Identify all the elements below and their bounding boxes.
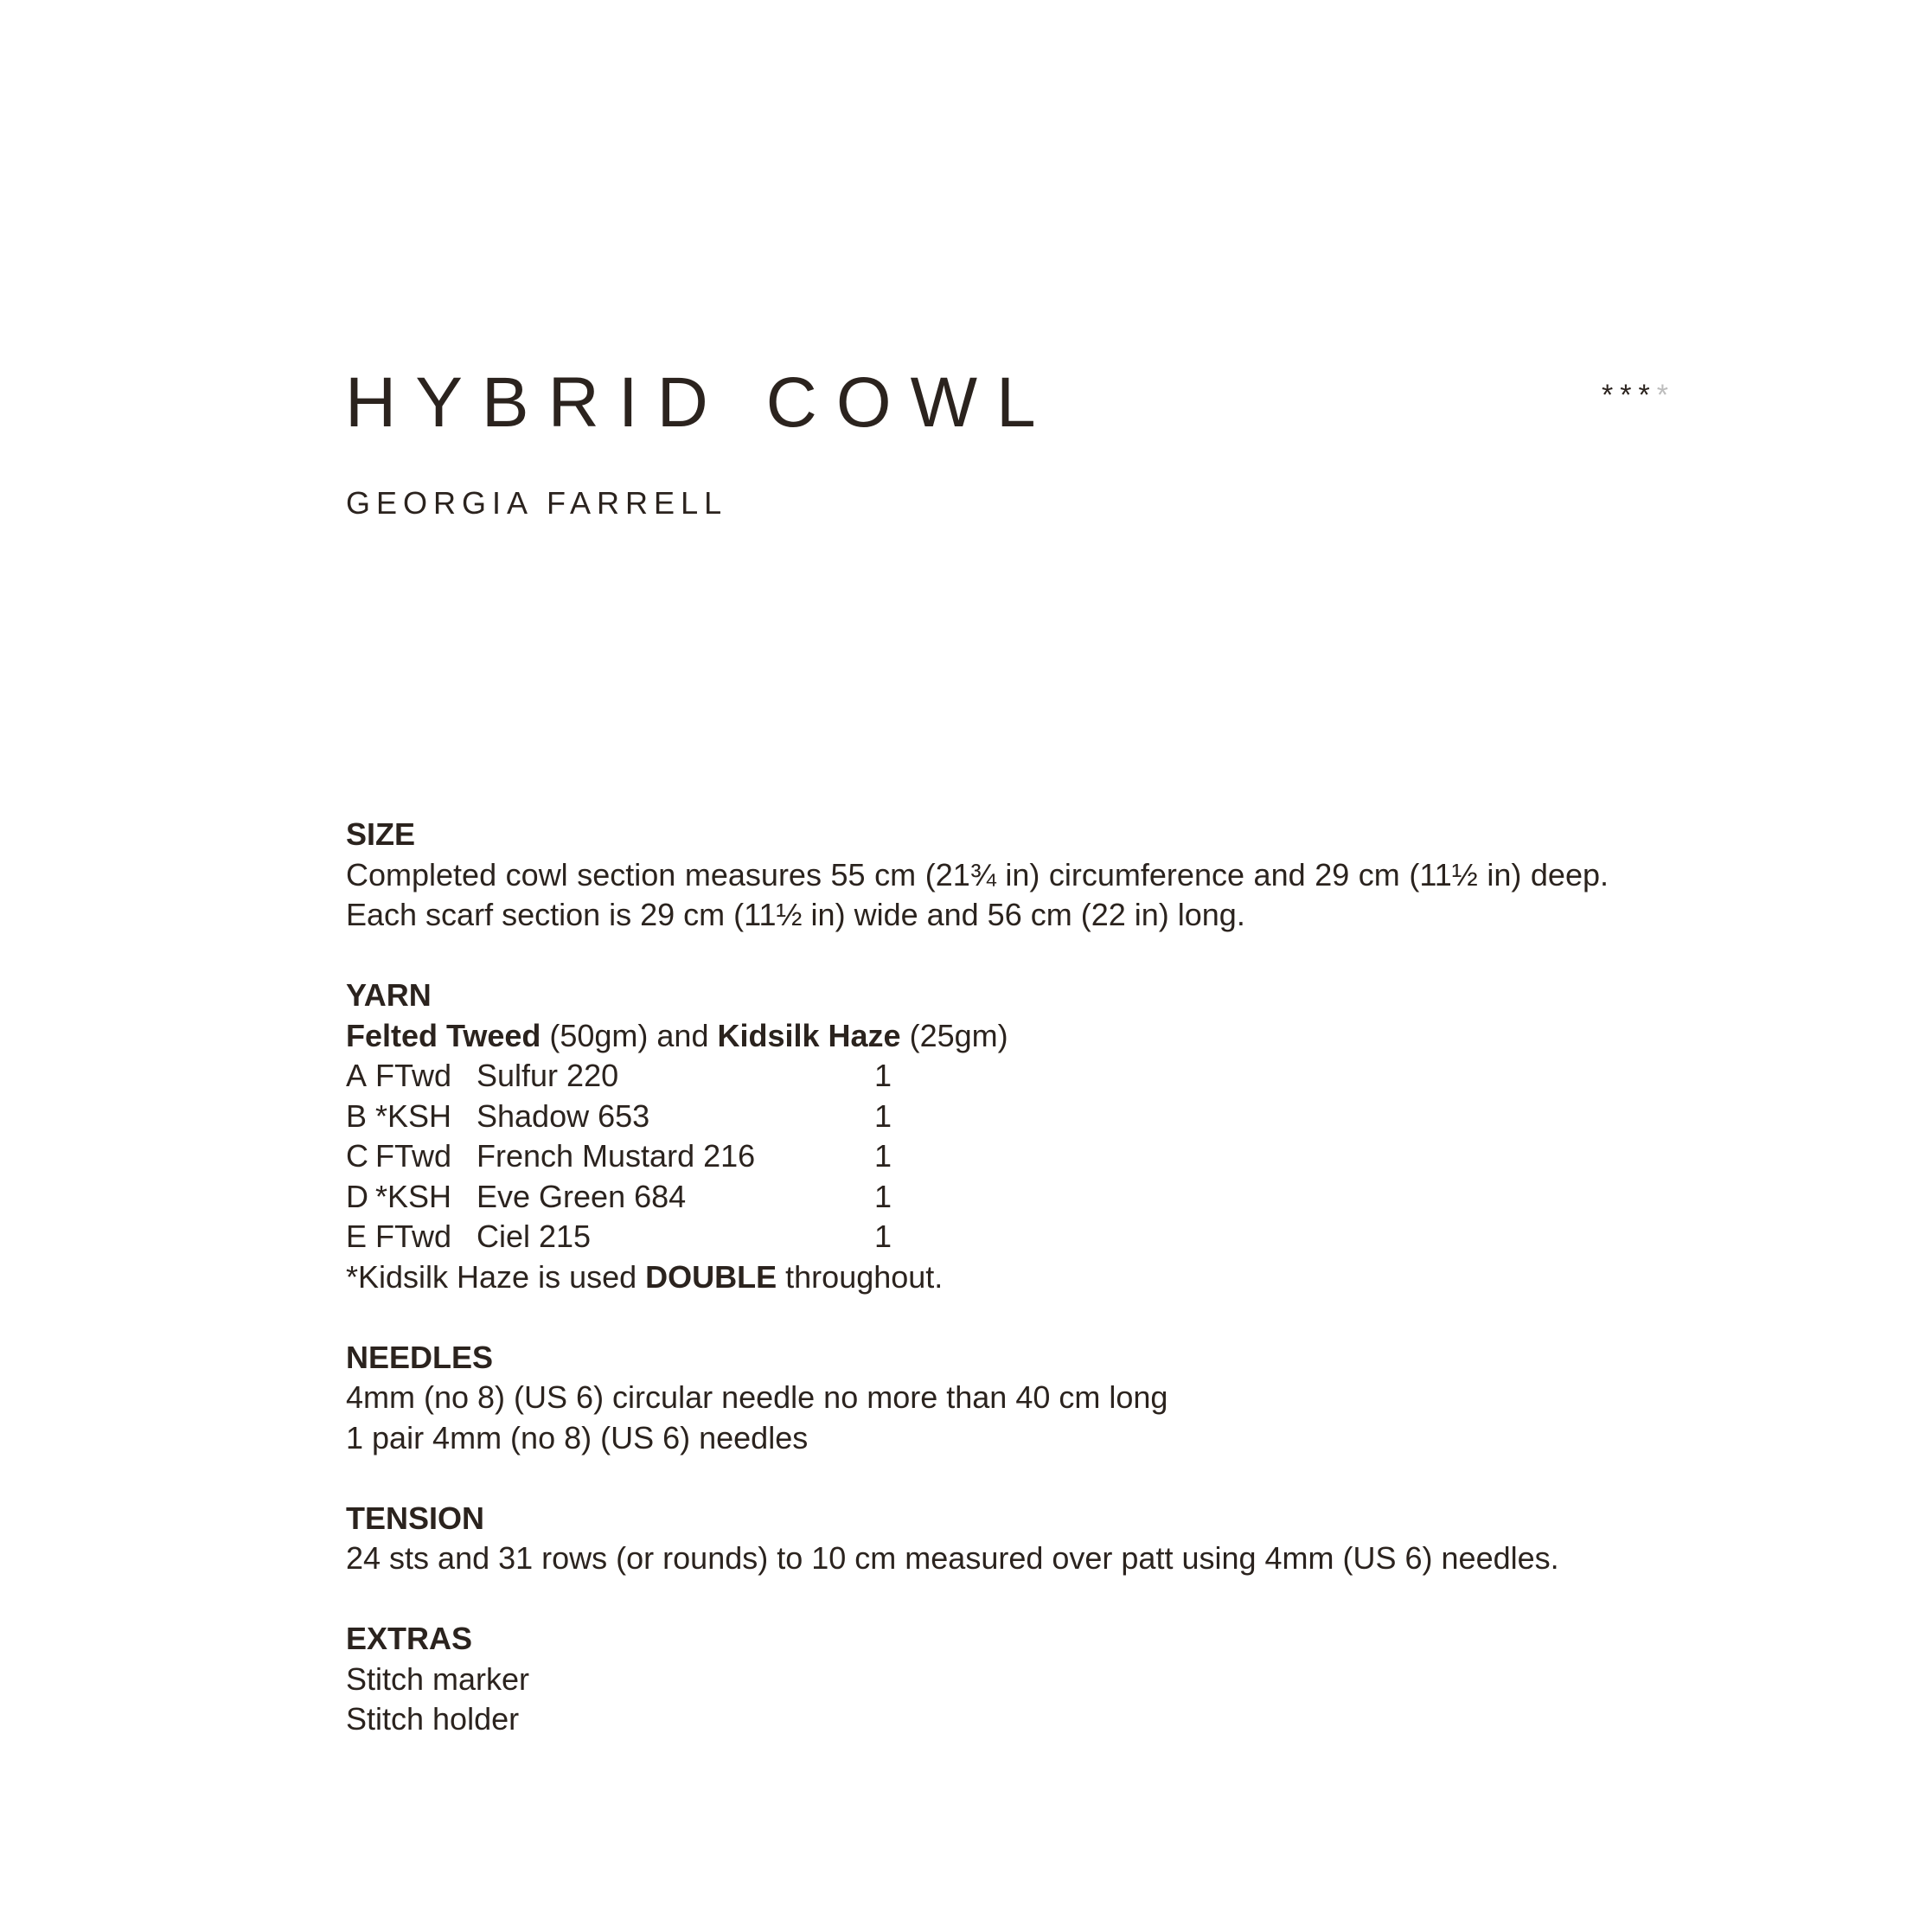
yarn-note-text: throughout. [777, 1258, 944, 1295]
yarn-intro [346, 1016, 1609, 1057]
needles-heading: NEEDLES [346, 1339, 494, 1375]
pattern-title: HYBRID COWL [345, 363, 1055, 442]
yarn-code: *KSH [375, 1097, 452, 1134]
designer-name: GEORGIA FARRELL [346, 485, 728, 521]
yarn-note-emphasis: DOUBLE [645, 1258, 777, 1295]
yarn-letter: C [346, 1138, 368, 1174]
yarn-quantity: 1 [874, 1138, 892, 1174]
extras-section [346, 1619, 1609, 1740]
yarn-shade: Eve Green 684 [477, 1178, 687, 1214]
yarn-letter: D [346, 1178, 368, 1214]
yarn-code: FTwd [375, 1058, 452, 1093]
yarn-note [346, 1257, 1609, 1298]
difficulty-rating [1602, 381, 1675, 410]
tension-section [346, 1499, 1609, 1579]
yarn-shade: Sulfur 220 [477, 1058, 619, 1093]
yarn-shade: Shadow 653 [477, 1097, 650, 1134]
yarn-table [346, 1056, 926, 1257]
rating-star-filled: * [1620, 379, 1639, 412]
yarn-shade: French Mustard 216 [477, 1138, 756, 1174]
yarn-name-kidsilk-haze: Kidsilk Haze [717, 1017, 901, 1053]
rating-star-empty: * [1656, 379, 1675, 412]
yarn-row [346, 1056, 926, 1097]
pattern-details [346, 815, 1609, 1740]
yarn-note-text: *Kidsilk Haze is used [346, 1258, 646, 1295]
yarn-letter: B [346, 1097, 368, 1134]
yarn-row [346, 1097, 926, 1137]
yarn-quantity: 1 [874, 1178, 892, 1214]
size-heading: SIZE [346, 816, 416, 852]
yarn-shade: Ciel 215 [477, 1219, 592, 1254]
tension-heading: TENSION [346, 1500, 485, 1536]
needles-line: 4mm (no 8) (US 6) circular needle no more than 40 cm long [346, 1379, 1168, 1415]
rating-star-filled: * [1638, 379, 1657, 412]
size-section [346, 815, 1609, 936]
yarn-code: FTwd [375, 1138, 452, 1174]
yarn-quantity: 1 [874, 1097, 892, 1134]
extras-heading: EXTRAS [346, 1621, 473, 1656]
yarn-quantity: 1 [874, 1058, 892, 1093]
yarn-weight-text: (50gm) and [541, 1017, 718, 1053]
extras-item: Stitch holder [346, 1701, 520, 1737]
yarn-weight-text: (25gm) [900, 1017, 1008, 1053]
yarn-section [346, 976, 1609, 1297]
needles-section [346, 1338, 1609, 1459]
yarn-heading: YARN [346, 977, 432, 1013]
yarn-row [346, 1177, 926, 1218]
yarn-quantity: 1 [874, 1219, 892, 1254]
yarn-row [346, 1136, 926, 1177]
yarn-row [346, 1217, 926, 1257]
yarn-code: *KSH [375, 1178, 452, 1214]
tension-text: 24 sts and 31 rows (or rounds) to 10 cm measured over patt using 4mm (US 6) needles. [346, 1540, 1559, 1576]
yarn-name-felted-tweed: Felted Tweed [346, 1017, 541, 1053]
yarn-code: FTwd [375, 1219, 452, 1254]
size-text: Completed cowl section measures 55 cm (21¾ in) circumference and 29 cm (11½ in) deep. Each scarf section is 29 cm (11½ in) wide and 56 cm (22 in) long. [346, 856, 1609, 932]
yarn-letter: A [346, 1058, 368, 1093]
extras-item: Stitch marker [346, 1660, 530, 1697]
yarn-letter: E [346, 1219, 368, 1254]
needles-line: 1 pair 4mm (no 8) (US 6) needles [346, 1419, 809, 1455]
rating-star-filled: * [1602, 379, 1621, 412]
